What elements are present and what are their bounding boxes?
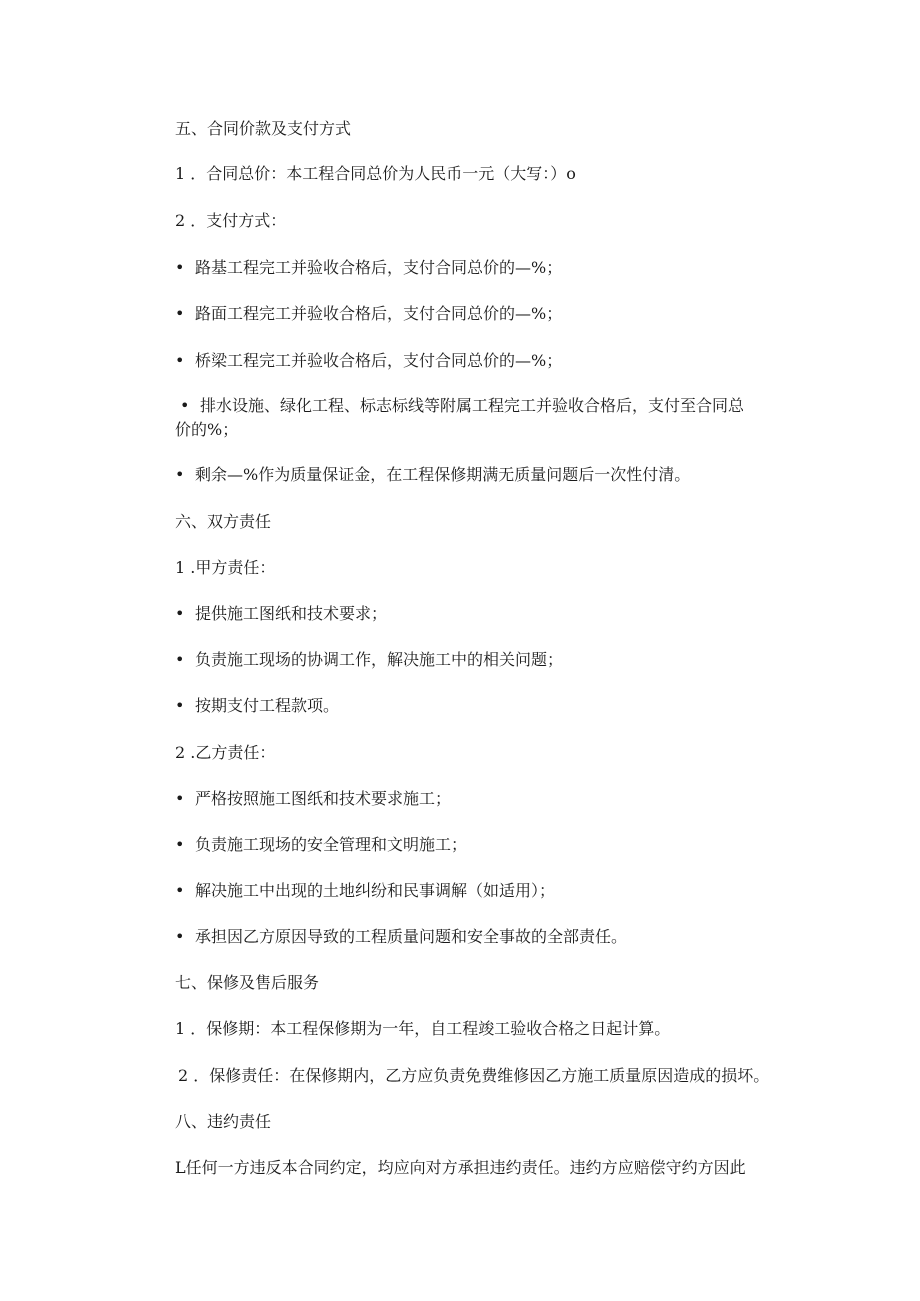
section-heading-5: 五、合同价款及支付方式	[175, 119, 352, 138]
bullet-icon: •	[175, 789, 185, 808]
list-item	[180, 395, 744, 417]
bullet-icon: •	[175, 304, 185, 323]
list-item-text: 剩余—%作为质量保证金，在工程保修期满无质量问题后一次性付清。	[195, 465, 691, 484]
section-heading-8: 八、违约责任	[175, 1112, 272, 1131]
list-item	[175, 649, 563, 671]
section-heading-7: 七、保修及售后服务	[175, 973, 320, 992]
list-item	[175, 926, 627, 948]
list-item	[175, 834, 467, 856]
list-item	[175, 695, 339, 717]
list-item-text: 承担因乙方原因导致的工程质量问题和安全事故的全部责任。	[195, 927, 628, 946]
list-item-text: 负责施工现场的协调工作，解决施工中的相关问题；	[195, 650, 564, 669]
bullet-icon: •	[175, 881, 185, 900]
bullet-icon: •	[180, 396, 190, 415]
bullet-icon: •	[175, 351, 185, 370]
party-a-title: 1 .甲方责任：	[175, 558, 276, 577]
party-b-title: 2 .乙方责任：	[175, 743, 276, 762]
list-item	[175, 788, 451, 810]
list-item-text: 解决施工中出现的土地纠纷和民事调解（如适用）；	[195, 881, 556, 900]
breach-item: L任何一方违反本合同约定，均应向对方承担违约责任。违约方应赔偿守约方因此	[175, 1158, 746, 1177]
list-item	[175, 350, 562, 372]
list-item	[175, 464, 690, 486]
list-item-text: 负责施工现场的安全管理和文明施工；	[195, 835, 468, 854]
list-item	[175, 880, 555, 902]
payment-method-item: 2 ．支付方式：	[175, 211, 287, 230]
bullet-icon: •	[175, 465, 185, 484]
bullet-icon: •	[175, 650, 185, 669]
list-item-text: 按期支付工程款项。	[195, 696, 340, 715]
list-item-text: 排水设施、绿化工程、标志标线等附属工程完工并验收合格后，支付至合同总	[200, 396, 745, 415]
warranty-responsibility-item: 2 ．保修责任：在保修期内，乙方应负责免费维修因乙方施工质量原因造成的损坏。	[178, 1066, 770, 1085]
list-item-text: 路面工程完工并验收合格后，支付合同总价的—%；	[195, 304, 563, 323]
list-item	[175, 303, 562, 325]
bullet-icon: •	[175, 835, 185, 854]
bullet-icon: •	[175, 604, 185, 623]
list-item-text: 严格按照施工图纸和技术要求施工；	[195, 789, 452, 808]
bullet-icon: •	[175, 696, 185, 715]
list-item-continuation: 价的%；	[175, 420, 239, 439]
list-item-text: 路基工程完工并验收合格后，支付合同总价的—%；	[195, 258, 563, 277]
list-item-text: 桥梁工程完工并验收合格后，支付合同总价的—%；	[195, 351, 563, 370]
contract-price-item: 1 ．合同总价：本工程合同总价为人民币一元（大写：）o	[175, 164, 576, 183]
warranty-period-item: 1 ．保修期：本工程保修期为一年，自工程竣工验收合格之日起计算。	[175, 1019, 671, 1038]
list-item	[175, 257, 562, 279]
list-item-text: 提供施工图纸和技术要求；	[195, 604, 388, 623]
section-heading-6: 六、双方责任	[175, 512, 272, 531]
list-item	[175, 603, 387, 625]
bullet-icon: •	[175, 927, 185, 946]
bullet-icon: •	[175, 258, 185, 277]
